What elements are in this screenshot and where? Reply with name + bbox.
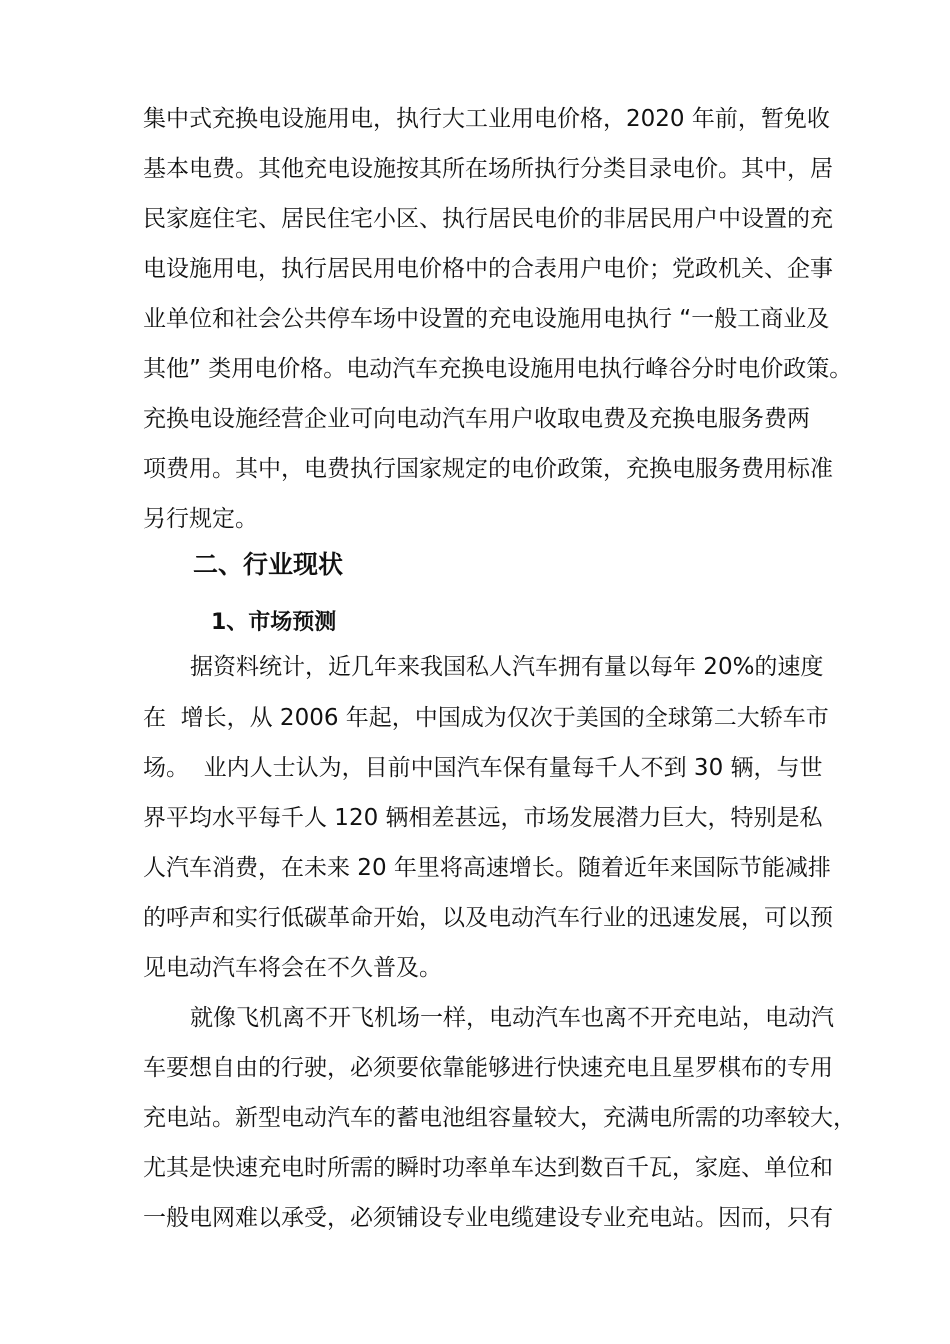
paragraph-2-line: 界平均水平每千人 120 辆相差甚远，市场发展潜力巨大，特别是私: [143, 805, 823, 831]
paragraph-3-line: 一般电网难以承受，必须铺设专业电缆建设专业充电站。因而，只有: [143, 1205, 833, 1231]
paragraph-1-line: 基本电费。其他充电设施按其所在场所执行分类目录电价。其中，居: [143, 156, 833, 182]
paragraph-2-line: 在 增长，从 2006 年起，中国成为仅次于美国的全球第二大轿车市: [143, 705, 829, 731]
paragraph-2-line: 见电动汽车将会在不久普及。: [143, 955, 442, 981]
paragraph-1-line: 充换电设施经营企业可向电动汽车用户收取电费及充换电服务费两: [143, 406, 810, 432]
section-heading: 二、行业现状: [193, 550, 344, 579]
paragraph-3-line: 尤其是快速充电时所需的瞬时功率单车达到数百千瓦，家庭、单位和: [143, 1155, 833, 1181]
paragraph-1-line: 项费用。其中，电费执行国家规定的电价政策，充换电服务费用标准: [143, 456, 833, 482]
paragraph-3-line: 就像飞机离不开飞机场一样，电动汽车也离不开充电站，电动汽: [190, 1005, 834, 1031]
paragraph-2-line: 人汽车消费，在未来 20 年里将高速增长。随着近年来国际节能减排: [143, 855, 831, 881]
paragraph-1-line: 电设施用电，执行居民用电价格中的合表用户电价；党政机关、企事: [143, 256, 833, 282]
subsection-heading: 1、市场预测: [211, 610, 337, 635]
paragraph-1-line: 民家庭住宅、居民住宅小区、执行居民电价的非居民用户中设置的充: [143, 206, 833, 232]
paragraph-2-line: 场。 业内人士认为，目前中国汽车保有量每千人不到 30 辆，与世: [143, 755, 823, 781]
paragraph-2-line: 据资料统计，近几年来我国私人汽车拥有量以每年 20%的速度: [190, 654, 824, 680]
paragraph-2-line: 的呼声和实行低碳革命开始，以及电动汽车行业的迅速发展，可以预: [143, 905, 833, 931]
paragraph-3-line: 车要想自由的行驶，必须要依靠能够进行快速充电且星罗棋布的专用: [143, 1055, 833, 1081]
paragraph-1-line: 其他” 类用电价格。电动汽车充换电设施用电执行峰谷分时电价政策。: [143, 356, 853, 382]
paragraph-1-line: 业单位和社会公共停车场中设置的充电设施用电执行 “一般工商业及: [143, 306, 830, 332]
paragraph-1-line: 集中式充换电设施用电，执行大工业用电价格，2020 年前，暂免收: [143, 106, 830, 132]
paragraph-3-line: 充电站。新型电动汽车的蓄电池组容量较大，充满电所需的功率较大，: [143, 1105, 856, 1131]
paragraph-1-line: 另行规定。: [143, 506, 258, 532]
